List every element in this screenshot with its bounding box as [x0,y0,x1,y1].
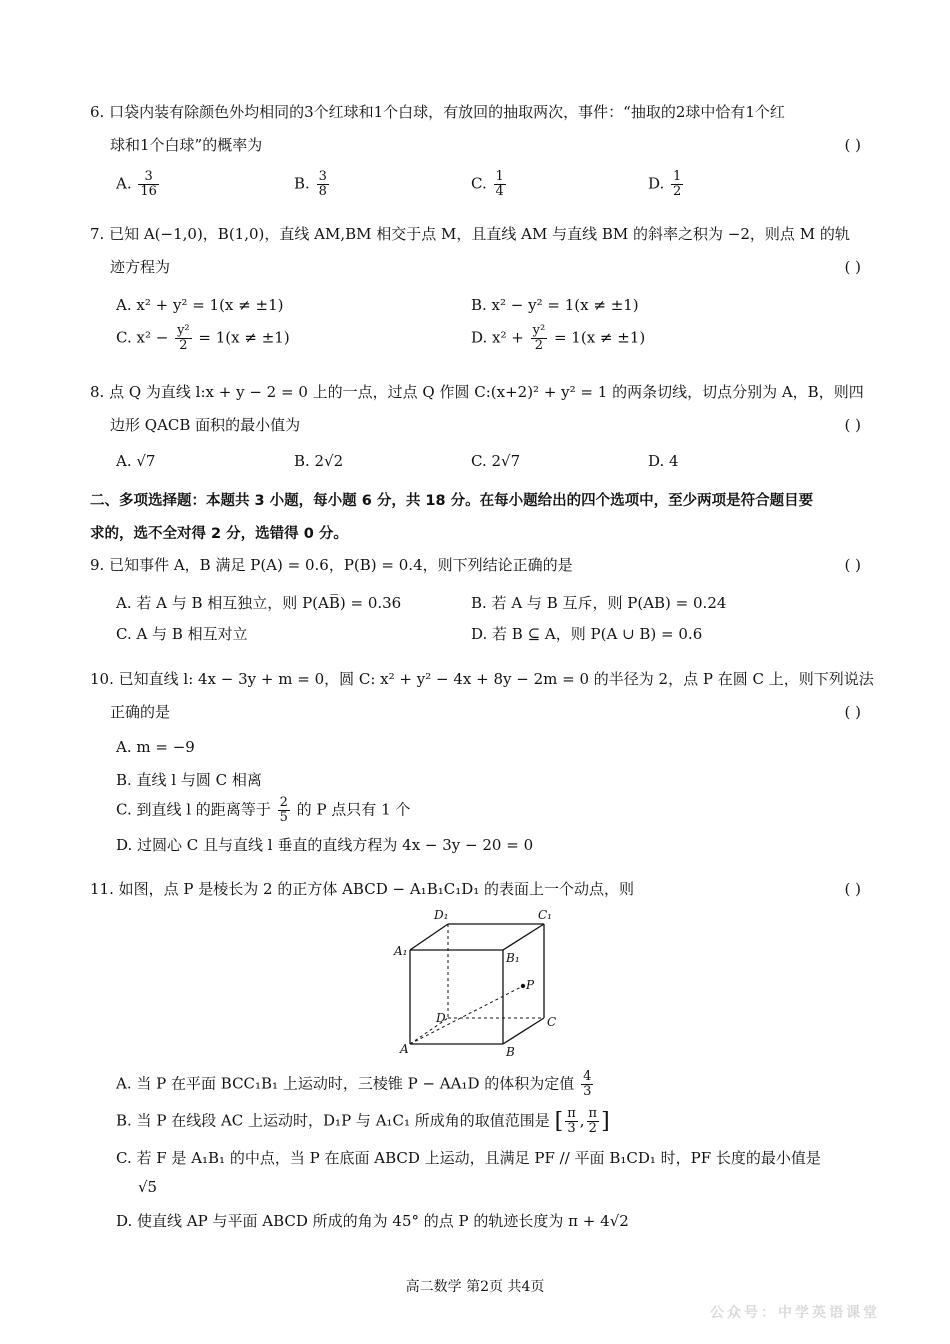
q11-option-b: B. 当 P 在线段 AC 上运动时，D₁P 与 A₁C₁ 所成角的取值范围是 [ $\frac{\pi}{3}$ , $\frac{\pi}{2}$ ] [116,1106,610,1136]
q9-option-a: A. 若 A 与 B 相互独立，则 P(AB̅) = 0.36 [116,594,402,612]
question-7 [90,218,865,284]
q9-option-c: C. A 与 B 相互对立 [116,625,248,643]
q10-option-c: C. 到直线 l 的距离等于 $\frac{2}{5}$ 的 P 点只有 1 个 [116,795,411,825]
section-2-line2: 求的，选不全对得 2 分，选错得 0 分。 [90,526,348,542]
label-c1: C₁ [538,908,552,922]
q7-option-a: A. x² + y² = 1(x ≠ ±1) [116,296,284,314]
q8-option-c: C. 2√7 [471,452,521,470]
question-7-line2: 迹方程为 [110,258,171,276]
label-a: A [400,1042,409,1056]
answer-paren: ( ) [844,136,861,154]
section-2-line1: 二、多项选择题：本题共 3 小题，每小题 6 分，共 18 分。在每小题给出的四个选项中，至少两项是符合题目要 [90,493,814,509]
question-11 [90,873,865,906]
question-7-line1: 7. 已知 A(−1,0)，B(1,0)，直线 AM,BM 相交于点 M，且直线 AM 与直线 BM 的斜率之积为 −2，则点 M 的轨 [90,225,850,243]
q8-option-b: B. 2√2 [294,452,344,470]
q8-option-d: D. 4 [648,452,679,470]
label-p: P [526,978,535,992]
q6-option-c: C. $\frac{1}{4}$ [471,169,504,199]
segment-a-p [410,986,523,1044]
label-b: B [506,1045,515,1059]
q11-option-c-line2: √5 [138,1178,158,1196]
q9-option-d: D. 若 B ⊆ A，则 P(A ∪ B) = 0.6 [471,625,703,643]
label-a1: A₁ [394,944,408,958]
point-p [521,984,525,988]
label-b1: B₁ [506,951,520,965]
answer-paren: ( ) [844,880,861,898]
q10-option-a: A. m = −9 [116,738,195,756]
question-9 [90,549,865,582]
edge-a1-d1 [410,924,448,950]
q7-option-b: B. x² − y² = 1(x ≠ ±1) [471,296,639,314]
edge-b-c [503,1018,544,1044]
question-9-line1: 9. 已知事件 A，B 满足 P(A) = 0.6，P(B) = 0.4，则下列结论正确的是 [90,556,573,574]
q11-option-c-line1: C. 若 F 是 A₁B₁ 的中点，当 P 在底面 ABCD 上运动，且满足 PF // 平面 B₁CD₁ 时，PF 长度的最小值是 [116,1149,821,1167]
question-8 [90,376,865,442]
question-10-line1: 10. 已知直线 l: 4x − 3y + m = 0，圆 C: x² + y² − 4x + 8y − 2m = 0 的半径为 2，点 P 在圆 C 上，则下列说法 [90,670,874,688]
q7-option-d: D. x² + $\frac{\text{y²}}{2}$ = 1(x ≠ ±1) [471,323,646,353]
q8-option-a: A. √7 [116,452,156,470]
question-8-line1: 8. 点 Q 为直线 l:x + y − 2 = 0 上的一点，过点 Q 作圆 C:(x+2)² + y² = 1 的两条切线，切点分别为 A，B，则四 [90,383,864,401]
edge-b1-c1 [503,924,544,950]
q6-option-d: D. $\frac{1}{2}$ [648,169,682,199]
q9-option-b: B. 若 A 与 B 互斥，则 P(AB) = 0.24 [471,594,727,612]
question-6 [90,96,865,162]
q10-option-b: B. 直线 l 与圆 C 相离 [116,771,262,789]
answer-paren: ( ) [844,258,861,276]
answer-paren: ( ) [844,703,861,721]
label-d1: D₁ [434,908,449,922]
question-11-line1: 11. 如图，点 P 是棱长为 2 的正方体 ABCD − A₁B₁C₁D₁ 的表面上一个动点，则 [90,880,635,898]
watermark: 公众号：中学英语课堂 [710,1305,880,1321]
label-c: C [547,1015,557,1029]
q7-option-c: C. x² − $\frac{\text{y²}}{2}$ = 1(x ≠ ±1) [116,323,290,353]
cube-figure [390,905,570,1060]
question-8-line2: 边形 QACB 面积的最小值为 [110,416,301,434]
question-6-line2: 球和1个白球”的概率为 [110,136,263,154]
label-d: D [436,1011,446,1025]
question-10 [90,663,874,729]
q6-option-a: A. $\frac{3}{16}$ [116,169,157,199]
answer-paren: ( ) [844,416,861,434]
question-6-line1: 6. 口袋内装有除颜色外均相同的3个红球和1个白球，有放回的抽取两次，事件：“抽取的2球中恰有1个红 [90,103,785,121]
answer-paren: ( ) [844,556,861,574]
q11-option-a: A. 当 P 在平面 BCC₁B₁ 上运动时，三棱锥 P − AA₁D 的体积为定值 $\frac{4}{3}$ [116,1069,592,1099]
q10-option-d: D. 过圆心 C 且与直线 l 垂直的直线方程为 4x − 3y − 20 = 0 [116,836,534,854]
q11-option-d: D. 使直线 AP 与平面 ABCD 所成的角为 45° 的点 P 的轨迹长度为 π + 4√2 [116,1212,629,1230]
page-footer: 高二数学 第2页 共4页 [405,1279,545,1295]
q6-option-b: B. $\frac{3}{8}$ [294,169,327,199]
section-2-header [90,485,870,551]
question-10-line2: 正确的是 [110,703,171,721]
